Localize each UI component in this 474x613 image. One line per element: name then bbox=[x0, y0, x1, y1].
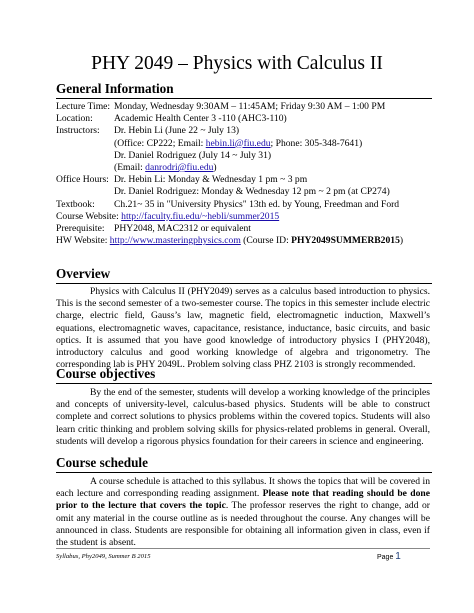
location-label: Location: bbox=[56, 113, 93, 125]
schedule-text-2: . The professor reserves the right to change, add or omit any material in the course outline as is needed throughout the course. Any changes will be announced in class. Students are responsible for obtaining all information given in class, even if the student is absent. bbox=[56, 500, 430, 549]
instructor-1-contact bbox=[114, 138, 362, 150]
schedule-heading-text: Course schedule bbox=[56, 455, 148, 470]
objectives-text: By the end of the semester, students will develop a working knowledge of the principles and concepts of university-level, calculus-based physics. Students will be able to construct complete and correct solutions to physics problems within the covered topics. Students will also learn critic thinking and problem solving skills for physics-related problems in general. Overall, students will develop a rigorous physics foundation for their careers in science and engineering. bbox=[56, 387, 430, 447]
office-hours-2: Dr. Daniel Rodriguez: Monday & Wednesday 12 pm ~ 2 pm (at CP274) bbox=[114, 186, 390, 198]
instructor-1-email-link[interactable]: hebin.li@fiu.edu bbox=[205, 137, 271, 149]
footer-page-number: 1 bbox=[395, 551, 401, 562]
heading-rule bbox=[56, 98, 432, 99]
hw-course-id: PHY2049SUMMERB2015 bbox=[291, 235, 400, 247]
overview-paragraph bbox=[56, 286, 430, 371]
heading-rule bbox=[56, 383, 432, 384]
general-info-heading-text: General Information bbox=[56, 81, 174, 96]
lecture-time-value: Monday, Wednesday 9:30AM – 11:45AM; Friday 9:30 AM – 1:00 PM bbox=[114, 101, 386, 112]
office-hours-label: Office Hours: bbox=[56, 174, 109, 186]
instructor-1: Dr. Hebin Li (June 22 ~ July 13) bbox=[114, 125, 240, 137]
location-value: Academic Health Center 3 -110 (AHC3-110) bbox=[114, 113, 287, 125]
course-website-link[interactable]: http://faculty.fiu.edu/~hebli/summer2015 bbox=[121, 210, 280, 222]
hw-course-id-suffix: ) bbox=[399, 235, 404, 247]
overview-heading bbox=[56, 266, 432, 284]
prerequisite-value: PHY2048, MAC2312 or equivalent bbox=[114, 222, 251, 234]
prerequisite-label: Prerequisite: bbox=[56, 222, 105, 234]
textbook-value: Ch.21~ 35 in "University Physics" 13th ed. by Young, Freedman and Ford bbox=[114, 198, 400, 210]
hw-website-label: HW Website: bbox=[56, 235, 110, 247]
schedule-text-1: A course schedule is attached to this syllabus. It shows the topics that will be covered in each lecture and corresponding reading assignment. bbox=[56, 476, 430, 500]
instructor-2-contact bbox=[114, 162, 217, 174]
hw-website bbox=[56, 235, 403, 247]
heading-rule bbox=[56, 472, 432, 473]
instructors-label: Instructors: bbox=[56, 125, 100, 137]
overview-text: Physics with Calculus II (PHY2049) serves as a calculus based introduction to physics. This is the second semester of a two-semester course. The topics in this semester include electric charge, electric field, Gauss’s law, magnetic field, electromagnetic induction, Maxwell’s equations, electromagnetic waves, capacitance, resistance, inductance, basic circuits, and basic optics. It is assumed that you have good knowledge of introductory physics I (PHY2048), introductory calculus and good working knowledge of algebra and trigonometry. The corresponding lab is PHY 2049L. Problem solving class PHZ 2103 is strongly recommended. bbox=[56, 286, 430, 371]
course-website bbox=[56, 211, 279, 223]
general-info-heading bbox=[56, 81, 432, 99]
schedule-heading bbox=[56, 455, 432, 473]
objectives-heading-text: Course objectives bbox=[56, 366, 156, 381]
schedule-paragraph bbox=[56, 476, 430, 549]
contact-suffix: ; Phone: 305-348-7641) bbox=[270, 137, 363, 149]
schedule-text-bold: Please note that reading should be done prior to the lecture that covers the topic bbox=[56, 488, 430, 512]
office-hours-1: Dr. Hebin Li: Monday & Wednesday 1 pm ~ 3 pm bbox=[114, 174, 308, 186]
footer-rule bbox=[56, 548, 430, 549]
footer-page-label: Page bbox=[377, 554, 396, 561]
footer-left: Syllabus, Phy2049, Summer B 2015 bbox=[56, 553, 151, 560]
overview-heading-text: Overview bbox=[56, 266, 111, 281]
hw-course-id-prefix: (Course ID: bbox=[240, 235, 292, 247]
textbook-label: Textbook: bbox=[56, 198, 95, 210]
instructor-2-email-link[interactable]: danrodri@fiu.edu bbox=[145, 161, 214, 173]
lecture-time-label: Lecture Time: bbox=[56, 101, 111, 112]
contact-prefix: (Office: CP222; Email: bbox=[114, 137, 206, 149]
footer-page bbox=[377, 551, 401, 562]
hw-website-link[interactable]: http://www.masteringphysics.com bbox=[109, 235, 241, 247]
course-website-label: Course Website: bbox=[56, 210, 122, 222]
page-title: PHY 2049 – Physics with Calculus II bbox=[91, 53, 383, 74]
heading-rule bbox=[56, 283, 432, 284]
objectives-paragraph bbox=[56, 387, 430, 448]
schedule-text bbox=[56, 476, 430, 549]
instructor-2: Dr. Daniel Rodriguez (July 14 ~ July 31) bbox=[114, 149, 272, 161]
contact-prefix: (Email: bbox=[114, 161, 146, 173]
objectives-heading bbox=[56, 366, 432, 384]
contact-suffix: ) bbox=[213, 161, 217, 173]
